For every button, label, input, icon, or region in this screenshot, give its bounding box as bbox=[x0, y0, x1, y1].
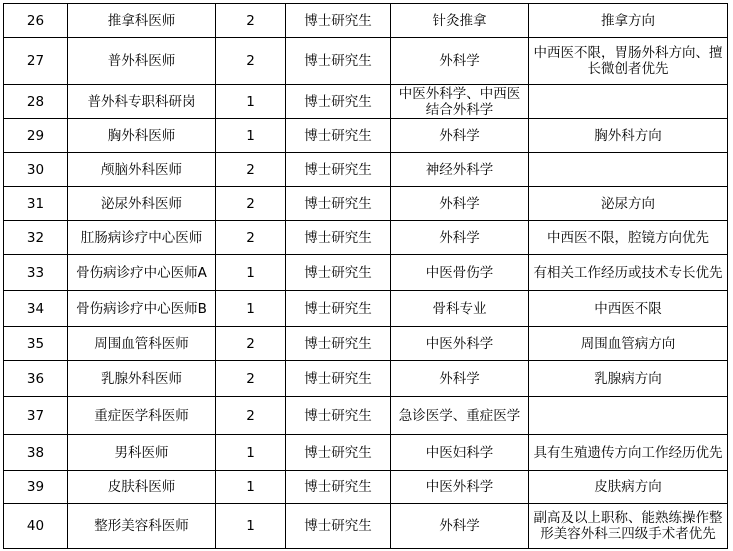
row-number-cell: 36 bbox=[4, 361, 68, 397]
position-name-cell: 推拿科医师 bbox=[68, 4, 216, 38]
row-number-cell: 29 bbox=[4, 119, 68, 153]
table-row bbox=[4, 85, 728, 119]
other-requirement-cell: 中西医不限 bbox=[529, 291, 728, 327]
table-row bbox=[4, 255, 728, 291]
position-name-cell: 泌尿外科医师 bbox=[68, 187, 216, 221]
major-requirement-cell: 中医外科学 bbox=[391, 471, 529, 504]
table-row bbox=[4, 471, 728, 504]
row-number-cell: 40 bbox=[4, 504, 68, 549]
table-row bbox=[4, 119, 728, 153]
position-name-cell: 男科医师 bbox=[68, 435, 216, 471]
education-level-cell: 博士研究生 bbox=[286, 255, 391, 291]
major-requirement-cell: 针灸推拿 bbox=[391, 4, 529, 38]
other-requirement-cell: 胸外科方向 bbox=[529, 119, 728, 153]
row-number-cell: 38 bbox=[4, 435, 68, 471]
other-requirement-cell: 中西医不限，胃肠外科方向、擅长微创者优先 bbox=[529, 38, 728, 85]
hire-count-cell: 2 bbox=[216, 397, 286, 435]
recruitment-table bbox=[3, 3, 728, 549]
position-name-cell: 皮肤科医师 bbox=[68, 471, 216, 504]
hire-count-cell: 2 bbox=[216, 153, 286, 187]
row-number-cell: 28 bbox=[4, 85, 68, 119]
other-requirement-cell: 泌尿方向 bbox=[529, 187, 728, 221]
other-requirement-cell: 周围血管病方向 bbox=[529, 327, 728, 361]
hire-count-cell: 2 bbox=[216, 327, 286, 361]
table-row bbox=[4, 4, 728, 38]
table-row bbox=[4, 38, 728, 85]
hire-count-cell: 2 bbox=[216, 361, 286, 397]
other-requirement-cell bbox=[529, 153, 728, 187]
other-requirement-cell: 副高及以上职称、能熟练操作整形美容外科三四级手术者优先 bbox=[529, 504, 728, 549]
row-number-cell: 27 bbox=[4, 38, 68, 85]
education-level-cell: 博士研究生 bbox=[286, 38, 391, 85]
row-number-cell: 34 bbox=[4, 291, 68, 327]
education-level-cell: 博士研究生 bbox=[286, 85, 391, 119]
table-row bbox=[4, 187, 728, 221]
row-number-cell: 37 bbox=[4, 397, 68, 435]
row-number-cell: 32 bbox=[4, 221, 68, 255]
education-level-cell: 博士研究生 bbox=[286, 221, 391, 255]
education-level-cell: 博士研究生 bbox=[286, 361, 391, 397]
major-requirement-cell: 中医骨伤学 bbox=[391, 255, 529, 291]
education-level-cell: 博士研究生 bbox=[286, 435, 391, 471]
hire-count-cell: 1 bbox=[216, 504, 286, 549]
other-requirement-cell: 具有生殖遗传方向工作经历优先 bbox=[529, 435, 728, 471]
major-requirement-cell: 神经外科学 bbox=[391, 153, 529, 187]
major-requirement-cell: 外科学 bbox=[391, 119, 529, 153]
education-level-cell: 博士研究生 bbox=[286, 4, 391, 38]
table-row bbox=[4, 327, 728, 361]
position-name-cell: 重症医学科医师 bbox=[68, 397, 216, 435]
position-name-cell: 普外科专职科研岗 bbox=[68, 85, 216, 119]
table-body bbox=[4, 4, 728, 549]
position-name-cell: 颅脑外科医师 bbox=[68, 153, 216, 187]
table-row bbox=[4, 504, 728, 549]
row-number-cell: 30 bbox=[4, 153, 68, 187]
table-row bbox=[4, 221, 728, 255]
position-name-cell: 周围血管科医师 bbox=[68, 327, 216, 361]
position-name-cell: 整形美容科医师 bbox=[68, 504, 216, 549]
hire-count-cell: 1 bbox=[216, 291, 286, 327]
major-requirement-cell: 急诊医学、重症医学 bbox=[391, 397, 529, 435]
major-requirement-cell: 中医妇科学 bbox=[391, 435, 529, 471]
major-requirement-cell: 中医外科学、中西医结合外科学 bbox=[391, 85, 529, 119]
hire-count-cell: 2 bbox=[216, 4, 286, 38]
table-row bbox=[4, 397, 728, 435]
other-requirement-cell bbox=[529, 397, 728, 435]
position-name-cell: 普外科医师 bbox=[68, 38, 216, 85]
row-number-cell: 31 bbox=[4, 187, 68, 221]
other-requirement-cell: 乳腺病方向 bbox=[529, 361, 728, 397]
other-requirement-cell bbox=[529, 85, 728, 119]
position-name-cell: 骨伤病诊疗中心医师B bbox=[68, 291, 216, 327]
hire-count-cell: 2 bbox=[216, 221, 286, 255]
table-row bbox=[4, 361, 728, 397]
hire-count-cell: 1 bbox=[216, 471, 286, 504]
other-requirement-cell: 皮肤病方向 bbox=[529, 471, 728, 504]
major-requirement-cell: 中医外科学 bbox=[391, 327, 529, 361]
row-number-cell: 33 bbox=[4, 255, 68, 291]
position-name-cell: 肛肠病诊疗中心医师 bbox=[68, 221, 216, 255]
hire-count-cell: 2 bbox=[216, 187, 286, 221]
table-row bbox=[4, 291, 728, 327]
row-number-cell: 26 bbox=[4, 4, 68, 38]
position-name-cell: 胸外科医师 bbox=[68, 119, 216, 153]
education-level-cell: 博士研究生 bbox=[286, 504, 391, 549]
major-requirement-cell: 外科学 bbox=[391, 38, 529, 85]
hire-count-cell: 2 bbox=[216, 38, 286, 85]
row-number-cell: 35 bbox=[4, 327, 68, 361]
major-requirement-cell: 外科学 bbox=[391, 187, 529, 221]
hire-count-cell: 1 bbox=[216, 255, 286, 291]
education-level-cell: 博士研究生 bbox=[286, 187, 391, 221]
education-level-cell: 博士研究生 bbox=[286, 153, 391, 187]
other-requirement-cell: 推拿方向 bbox=[529, 4, 728, 38]
hire-count-cell: 1 bbox=[216, 119, 286, 153]
education-level-cell: 博士研究生 bbox=[286, 291, 391, 327]
position-name-cell: 乳腺外科医师 bbox=[68, 361, 216, 397]
row-number-cell: 39 bbox=[4, 471, 68, 504]
position-name-cell: 骨伤病诊疗中心医师A bbox=[68, 255, 216, 291]
table-row bbox=[4, 153, 728, 187]
major-requirement-cell: 外科学 bbox=[391, 504, 529, 549]
hire-count-cell: 1 bbox=[216, 85, 286, 119]
education-level-cell: 博士研究生 bbox=[286, 471, 391, 504]
major-requirement-cell: 外科学 bbox=[391, 361, 529, 397]
major-requirement-cell: 外科学 bbox=[391, 221, 529, 255]
education-level-cell: 博士研究生 bbox=[286, 397, 391, 435]
table-row bbox=[4, 435, 728, 471]
other-requirement-cell: 中西医不限，腔镜方向优先 bbox=[529, 221, 728, 255]
hire-count-cell: 1 bbox=[216, 435, 286, 471]
other-requirement-cell: 有相关工作经历或技术专长优先 bbox=[529, 255, 728, 291]
education-level-cell: 博士研究生 bbox=[286, 119, 391, 153]
education-level-cell: 博士研究生 bbox=[286, 327, 391, 361]
major-requirement-cell: 骨科专业 bbox=[391, 291, 529, 327]
